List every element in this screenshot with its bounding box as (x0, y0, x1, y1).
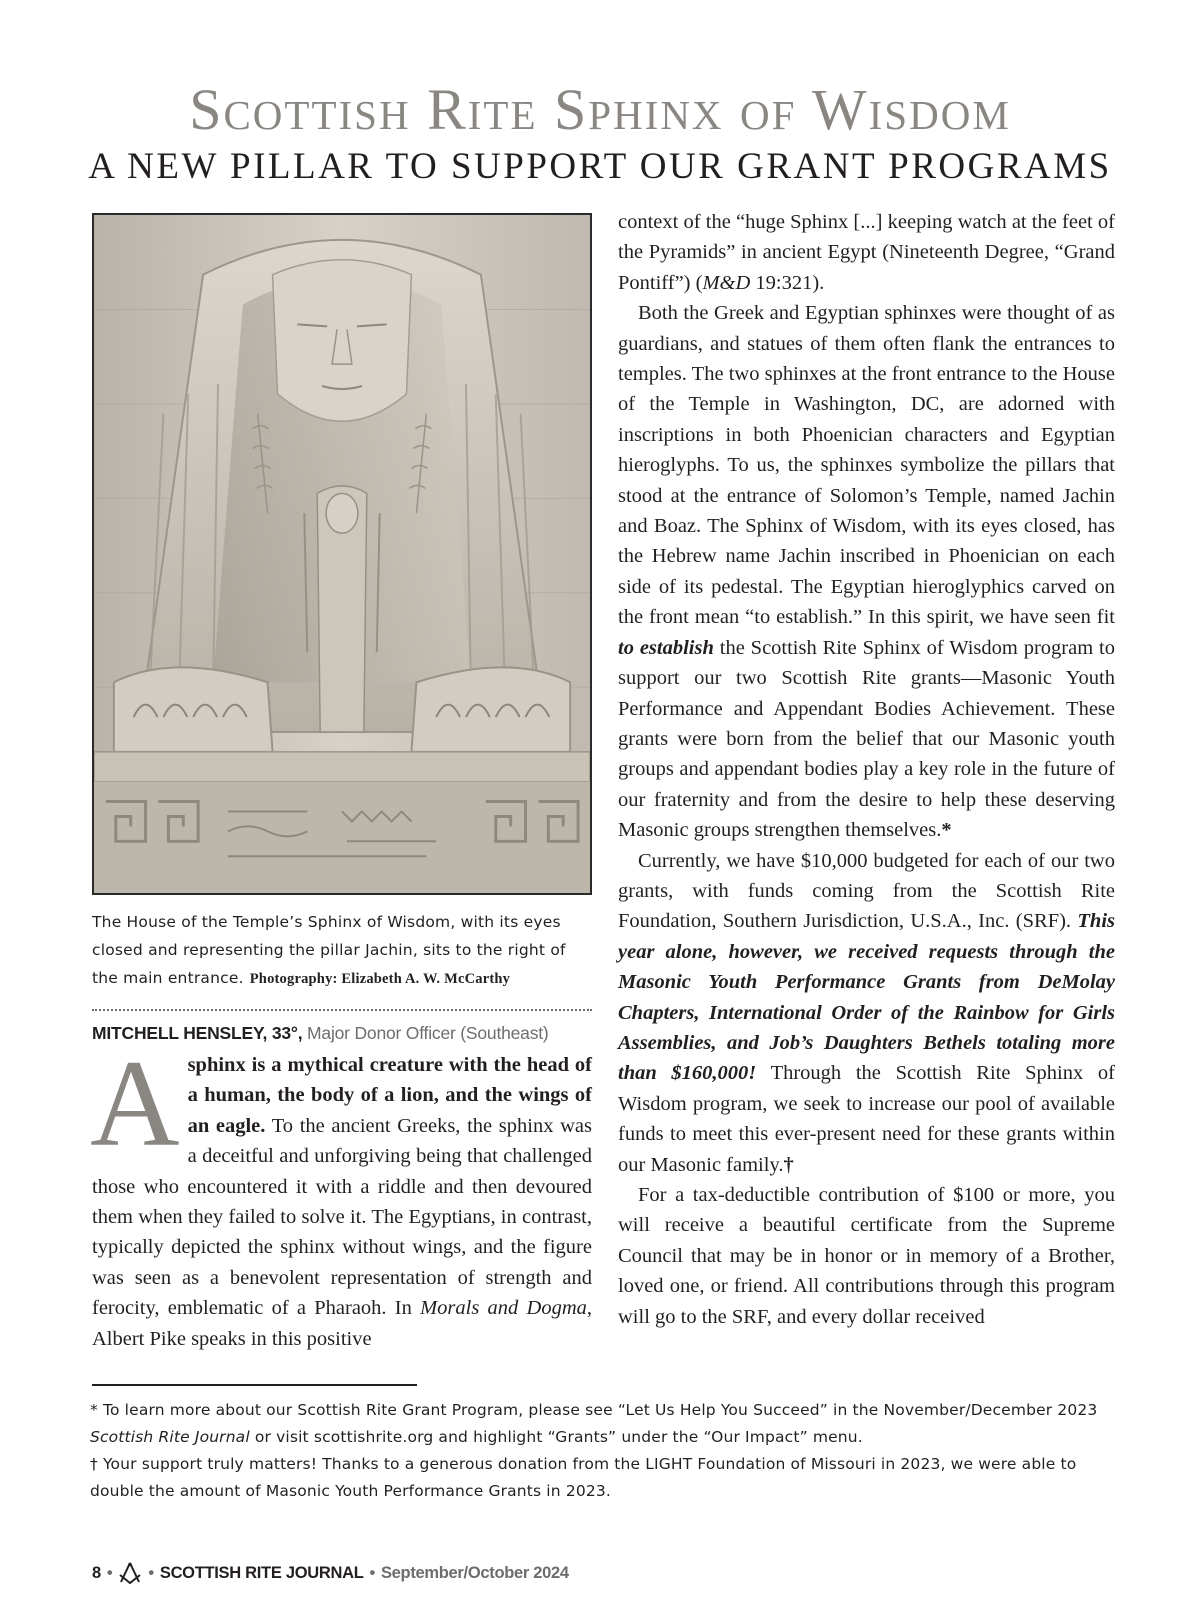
page-subtitle: A NEW PILLAR TO SUPPORT OUR GRANT PROGRAMS (88, 146, 1112, 187)
footnote-mark: † (783, 1153, 794, 1176)
article-paragraph: For a tax-deductible contribution of $100 or more, you will receive a beautiful certificate from the Supreme Council that may be in honor or in memory of a Brother, loved one, or friend. All contributions through this program will go to the SRF, and every dollar received (618, 1184, 1115, 1328)
page-number: 8 (92, 1563, 101, 1582)
article-paragraph (618, 846, 1115, 1180)
author-role: Major Donor Officer (Southeast) (307, 1023, 549, 1043)
page-footer (92, 1558, 569, 1588)
footnote: † Your support truly matters! Thanks to a generous donation from the LIGHT Foundation of Missouri in 2023, we were able to double the amount of Masonic Youth Performance Grants in 2023. (90, 1455, 1077, 1500)
paragraph-text: , Albert Pike speaks in this positive (92, 1297, 592, 1350)
paragraph-text: Through the Scottish Rite Sphinx of Wisdom program, we seek to increase our pool of available funds to meet this ever-present need for these grants within our Masonic family. (618, 1062, 1115, 1176)
article-paragraph (618, 207, 1115, 298)
emphasis-text: to establish (618, 636, 714, 659)
paragraph-text: 19:321). (750, 271, 825, 294)
footnote-text: or visit scottishrite.org and highlight “Grants” under the “Our Impact” menu. (249, 1428, 863, 1446)
sphinx-illustration (94, 215, 590, 893)
caption-text: The House of the Temple’s Sphinx of Wisdom, with its eyes closed and representing the pillar Jachin, sits to the right of the main entrance. (92, 913, 566, 987)
paragraph-text: the Scottish Rite Sphinx of Wisdom program to support our two Scottish Rite grants—Masonic Youth Performance and Appendant Bodies Achievement. These grants were born from the belief that our Masonic youth groups and appendant bodies play a key role in the future of our fraternity and from the desire to help these deserving Masonic groups strengthen themselves. (618, 636, 1115, 842)
article-column-left (90, 1035, 593, 1354)
journal-name: SCOTTISH RITE JOURNAL (159, 1563, 364, 1582)
article-paragraph (90, 1035, 593, 1354)
article-paragraph (618, 298, 1115, 845)
sphinx-photo (92, 213, 592, 895)
footnote-text: * To learn more about our Scottish Rite Grant Program, please see “Let Us Help You Succeed” in the November/December 2023 (90, 1401, 1098, 1419)
book-title: Morals and Dogma (420, 1297, 587, 1320)
separator: • (106, 1563, 113, 1582)
journal-title: Scottish Rite Journal (90, 1428, 250, 1446)
photo-credit: Photography: Elizabeth A. W. McCarthy (249, 971, 511, 987)
emphasis-text: This year alone, however, we received requests through the Masonic Youth Performance Grants from DeMolay Chapters, International Order of the Rainbow for Girls Assemblies, and Job’s Daughters Bethels totaling more than $160,000! (618, 910, 1115, 1085)
footnote-mark: * (941, 819, 952, 842)
article-column-right (618, 207, 1115, 1332)
photo-caption (92, 908, 592, 993)
paragraph-text: To the ancient Greeks, the sphinx was a deceitful and unforgiving being that challenged those who encountered it with a riddle and then devoured them when they failed to solve it. The Egyptians, in contrast, typically depicted the sphinx without wings, and the figure was seen as a benevolent representation of strength and ferocity, emblematic of a Pharaoh. In (92, 1114, 593, 1320)
issue-date: September/October 2024 (380, 1563, 569, 1582)
paragraph-text: context of the “huge Sphinx [...] keeping watch at the feet of the Pyramids” in ancient Egypt (Nineteenth Degree, “Grand Pontiff”) ( (618, 211, 1115, 294)
footnote-divider (92, 1384, 417, 1386)
paragraph-text: Currently, we have $10,000 budgeted for each of our two grants, with funds coming from the Scottish Rite Foundation, Southern Jurisdiction, U.S.A., Inc. (SRF). (618, 849, 1115, 933)
lead-sentence: sphinx is a mythical creature with the head of a human, the body of a lion, and the wings of an eagle. (187, 1054, 592, 1137)
footnotes (90, 1397, 1120, 1505)
footnote (90, 1397, 1120, 1451)
separator: • (148, 1563, 154, 1582)
page-title: Scottish Rite Sphinx of Wisdom (189, 77, 1011, 142)
separator: • (369, 1563, 375, 1582)
drop-cap: A (90, 1035, 180, 1172)
citation-abbrev: M&D (702, 271, 751, 294)
author-name: MITCHELL HENSLEY, 33°, (92, 1023, 303, 1043)
dotted-divider (92, 1009, 592, 1011)
square-and-compass-icon (118, 1562, 142, 1584)
paragraph-text: Both the Greek and Egyptian sphinxes were thought of as guardians, and statues of them often flank the entrances to temples. The two sphinxes at the front entrance to the House of the Temple in Washington, DC, are adorned with inscriptions in both Phoenician characters and Egyptian hieroglyphs. To us, the sphinxes symbolize the pillars that stood at the entrance of Solomon’s Temple, named Jachin and Boaz. The Sphinx of Wisdom, with its eyes closed, has the Hebrew name Jachin inscribed in Phoenician on each side of its pedestal. The Egyptian hieroglyphics carved on the front mean “to establish.” In this spirit, we have seen fit (618, 302, 1115, 629)
